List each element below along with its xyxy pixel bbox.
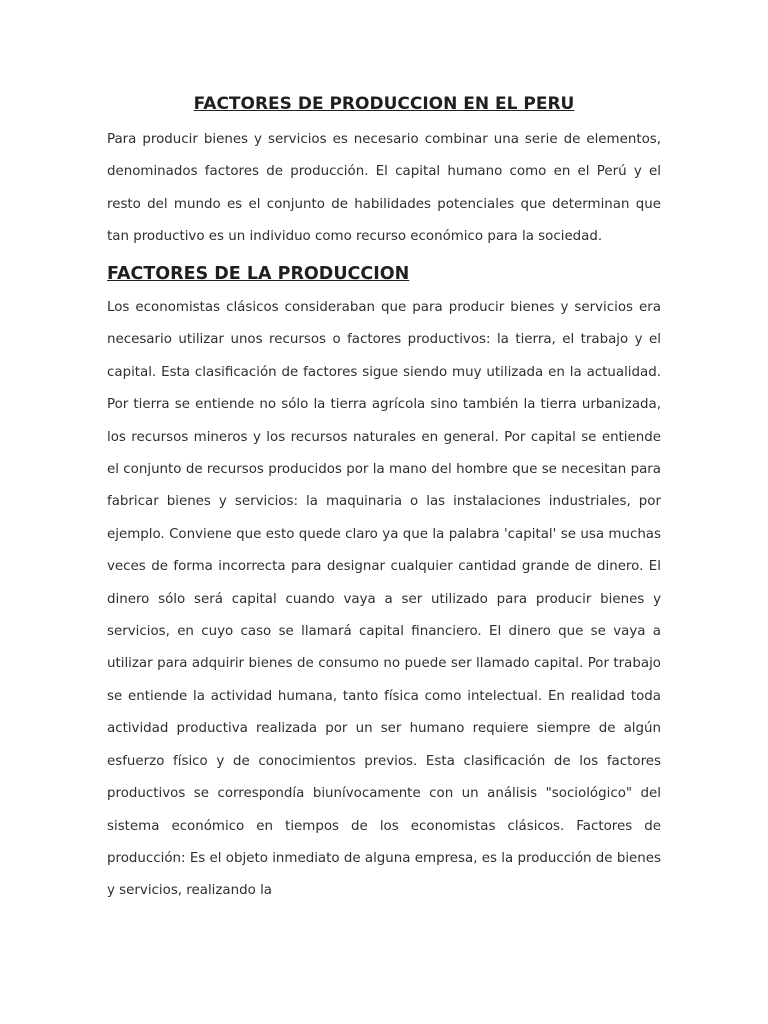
document-title: FACTORES DE PRODUCCION EN EL PERU	[193, 94, 575, 114]
section-paragraph: Los economistas clásicos consideraban que para producir bienes y servicios era necesario utilizar unos recursos o factores productivos: la tierra, el trabajo y el capital. Esta clasificación de factores sigue siendo muy utilizada en la actualidad. Por tierra se entiende no sólo la tierra agrícola sino también la tierra urbanizada, los recursos mineros y los recursos naturales en general. Por capital se entiende el conjunto de recursos producidos por la mano del hombre que se necesitan para fabricar bienes y servicios: la maquinaria o las instalaciones industriales, por ejemplo. Conviene que esto quede claro ya que la palabra 'capital' se usa muchas veces de forma incorrecta para designar cualquier cantidad grande de dinero. El dinero sólo será capital cuando vaya a ser utilizado para producir bienes y servicios, en cuyo caso se llamará capital financiero. El dinero que se vaya a utilizar para adquirir bienes de consumo no puede ser llamado capital. Por trabajo se entiende la actividad humana, tanto física como intelectual. En realidad toda actividad productiva realizada por un ser humano requiere siempre de algún esfuerzo físico y de conocimientos previos. Esta clasificación de los factores productivos se correspondía biunívocamente con un análisis "sociológico" del sistema económico en tiempos de los economistas clásicos. Factores de producción: Es el objeto inmediato de alguna empresa, es la producción de bienes y servicios, realizando la	[107, 300, 661, 899]
intro-paragraph: Para producir bienes y servicios es necesario combinar una serie de elementos, denominados factores de producción. El capital humano como en el Perú y el resto del mundo es el conjunto de habilidades potenciales que determinan que tan productivo es un individuo como recurso económico para la sociedad.	[107, 132, 661, 245]
section-heading: FACTORES DE LA PRODUCCION	[107, 264, 410, 284]
